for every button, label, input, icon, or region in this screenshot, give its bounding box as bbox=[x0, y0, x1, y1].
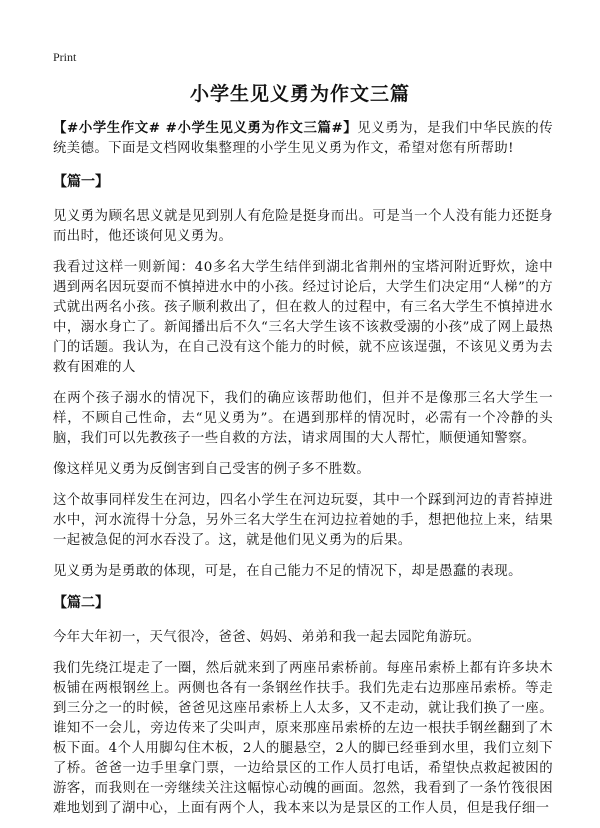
page-title: 小学生见义勇为作文三篇 bbox=[189, 83, 410, 105]
paragraph: 在两个孩子溺水的情况下，我们的确应该帮助他们，但并不是像那三名大学生一样，不顾自己性命，去“见义勇为”。在遇到那样的情况时，必需有一个冷静的头脑，我们可以先教孩子一些自救的方法，请求周围的大人帮忙，顺便通知警察。 bbox=[53, 391, 553, 446]
article-body bbox=[53, 118, 553, 828]
print-link[interactable]: Print bbox=[53, 50, 77, 64]
paragraph: 像这样见义勇为反倒害到自己受害的例子多不胜数。 bbox=[53, 462, 371, 477]
section-heading-2: 【篇二】 bbox=[53, 595, 109, 611]
paragraph: 这个故事同样发生在河边，四名小学生在河边玩耍，其中一个踩到河边的青苔掉进水中，河水流得十分急，另外三名大学生在河边拉着她的手，想把他拉上来，结果一起被急促的河水吞没了。这，就是他们见义勇为的后果。 bbox=[53, 493, 553, 548]
intro-paragraph bbox=[53, 118, 553, 159]
intro-text: 见义勇为，是我们中华民族的传统美德。下面是文档网收集整理的小学生见义勇为作文，希望对您有所帮助! bbox=[53, 121, 553, 156]
paragraph: 我们先绕江堤走了一圈，然后就来到了两座吊索桥前。每座吊索桥上都有许多块木板铺在两根钢丝上。两侧也各有一条钢丝作扶手。我们先走右边那座吊索桥。等走到三分之一的时候，爸爸见这座吊索桥上人太多，又不走动，就让我们换了一座。谁知不一会儿，旁边传来了尖叫声，原来那座吊索桥的左边一根扶手钢丝翻到了木板下面。4个人用脚勾住木板，2人的腿悬空，2人的脚已经垂到水里，我们立刻下了桥。爸爸一边手里拿门票，一边给景区的工作人员打电话，希望快点救起被困的游客，而我则在一旁继续关注这幅惊心动魄的画面。忽然，我看到了一条竹筏很困难地划到了湖中心，上面有两个人，我本来以为是景区的工作人员，但是我仔细一 bbox=[53, 661, 553, 816]
paragraph: 见义勇为是勇敢的体现，可是，在自己能力不足的情况下，却是愚蠢的表现。 bbox=[53, 564, 522, 579]
paragraph: 我看过这样一则新闻：40多名大学生结伴到湖北省荆州的宝塔河附近野炊，途中遇到两名因玩耍而不慎掉进水中的小孩。经过讨论后，大学生们决定用“人梯”的方式就出两名小孩。孩子顺利救出了，但在救人的过程中，有三名大学生不慎掉进水中，溺水身亡了。新闻播出后不久“三名大学生该不该救受溺的小孩”成了网上最热门的话题。我认为，在自己没有这个能力的时候，就不应该逞强，不该见义勇为去救有困难的人 bbox=[53, 260, 553, 375]
section-heading-1: 【篇一】 bbox=[53, 174, 109, 190]
paragraph: 今年大年初一，天气很冷，爸爸、妈妈、弟弟和我一起去园陀角游玩。 bbox=[53, 630, 481, 645]
intro-tags: 【#小学生作文# #小学生见义勇为作文三篇#】 bbox=[53, 120, 358, 136]
paragraph: 见义勇为顾名思义就是见到别人有危险是挺身而出。可是当一个人没有能力还挺身而出时，他还谈何见义勇为。 bbox=[53, 209, 553, 244]
